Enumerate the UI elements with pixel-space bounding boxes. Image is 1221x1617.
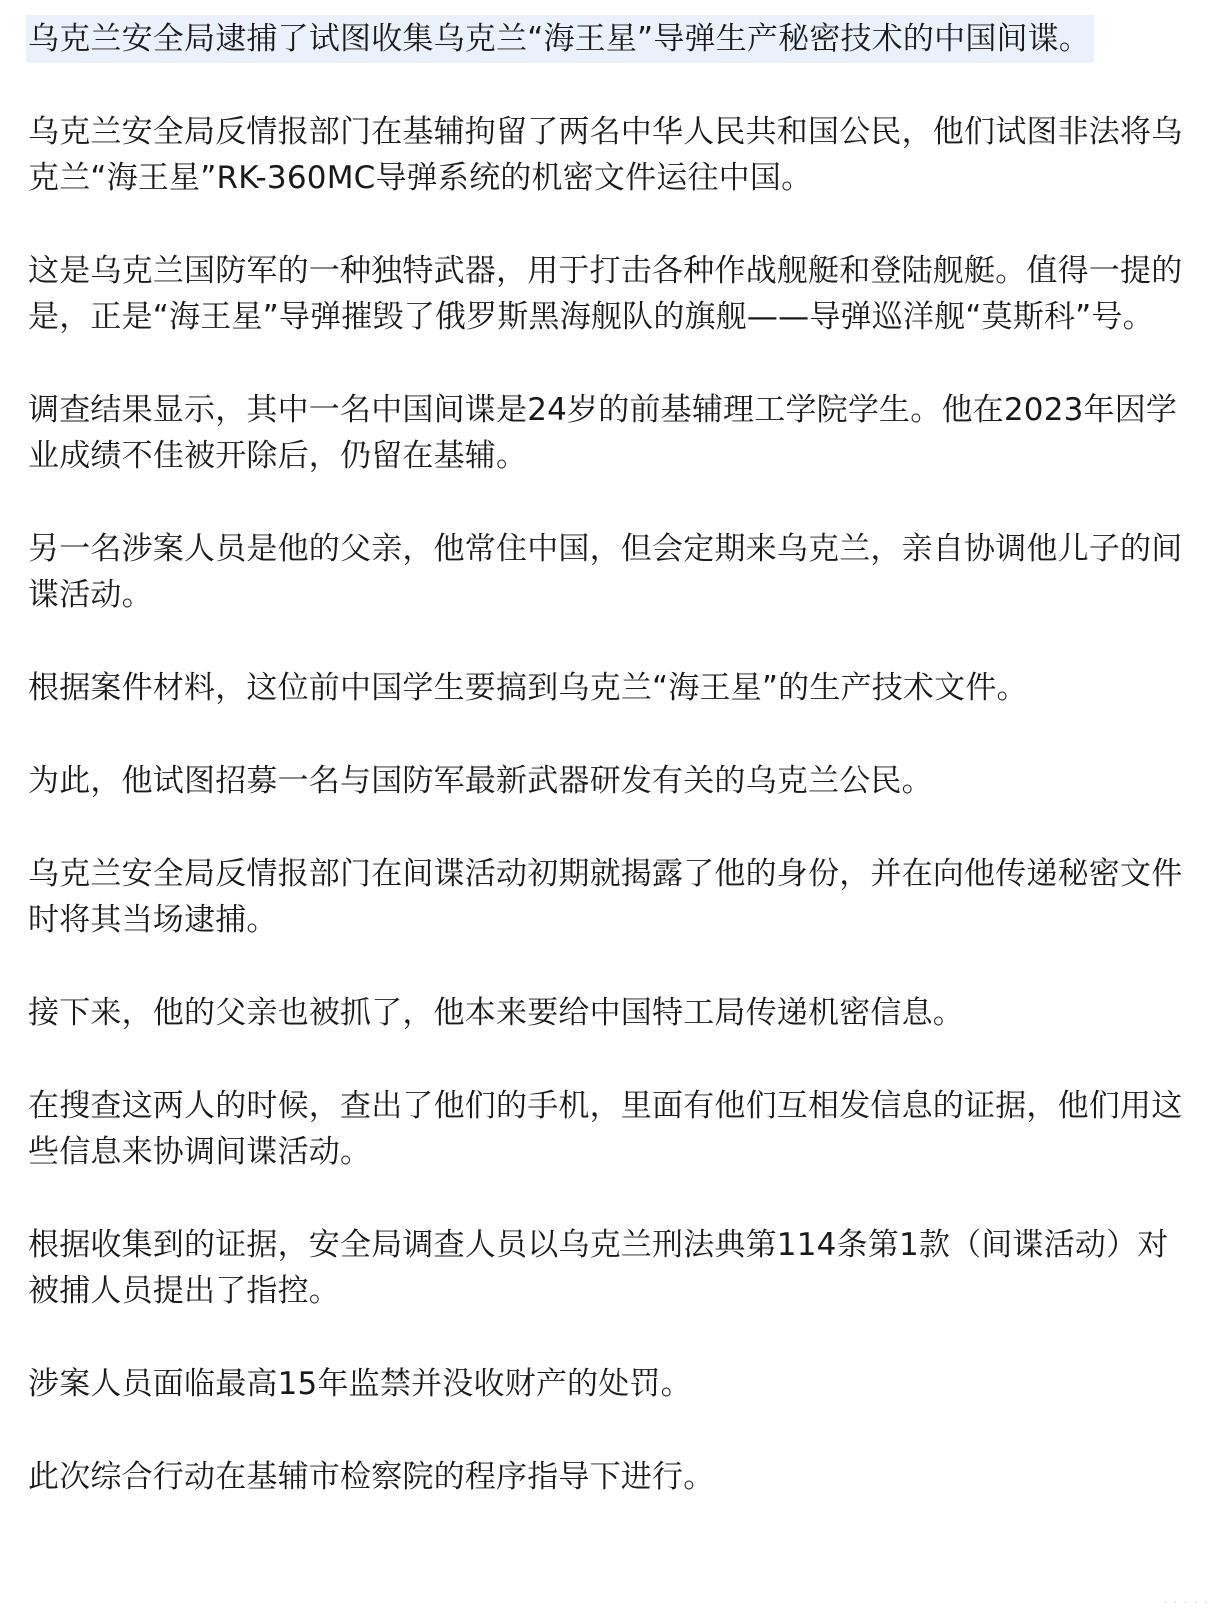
paragraph-7: 乌克兰安全局反情报部门在间谍活动初期就揭露了他的身份，并在向他传递秘密文件时将其当场逮捕。: [28, 856, 1183, 938]
article-body: [28, 16, 1188, 1547]
paragraph-4: 另一名涉案人员是他的父亲，他常住中国，但会定期来乌克兰，亲自协调他儿子的间谍活动。: [28, 531, 1183, 613]
paragraph-8: 接下来，他的父亲也被抓了，他本来要给中国特工局传递机密信息。: [28, 995, 964, 1031]
paragraph-10: 根据收集到的证据，安全局调查人员以乌克兰刑法典第114条第1款（间谍活动）对被捕人员提出了指控。: [28, 1227, 1169, 1309]
paragraph-6: 为此，他试图招募一名与国防军最新武器研发有关的乌克兰公民。: [28, 763, 933, 799]
paragraph-3: 调查结果显示，其中一名中国间谍是24岁的前基辅理工学院学生。他在2023年因学业成绩不佳被开除后，仍留在基辅。: [28, 392, 1178, 474]
watermark: · · · · ·: [1162, 1596, 1209, 1611]
paragraph-2: 这是乌克兰国防军的一种独特武器，用于打击各种作战舰艇和登陆舰艇。值得一提的是，正是“海王星”导弹摧毁了俄罗斯黑海舰队的旗舰——导弹巡洋舰“莫斯科”号。: [28, 253, 1183, 335]
paragraph-9: 在搜查这两人的时候，查出了他们的手机，里面有他们互相发信息的证据，他们用这些信息来协调间谍活动。: [28, 1088, 1183, 1170]
lead-paragraph: [28, 16, 1188, 62]
paragraph-1: 乌克兰安全局反情报部门在基辅拘留了两名中华人民共和国公民，他们试图非法将乌克兰“海王星”RK-360MC导弹系统的机密文件运往中国。: [28, 114, 1183, 196]
lead-highlight: 乌克兰安全局逮捕了试图收集乌克兰“海王星”导弹生产秘密技术的中国间谍。: [26, 15, 1094, 63]
paragraph-5: 根据案件材料，这位前中国学生要搞到乌克兰“海王星”的生产技术文件。: [28, 670, 1028, 706]
paragraph-11: 涉案人员面临最高15年监禁并没收财产的处罚。: [28, 1366, 692, 1402]
paragraph-12: 此次综合行动在基辅市检察院的程序指导下进行。: [28, 1459, 715, 1495]
